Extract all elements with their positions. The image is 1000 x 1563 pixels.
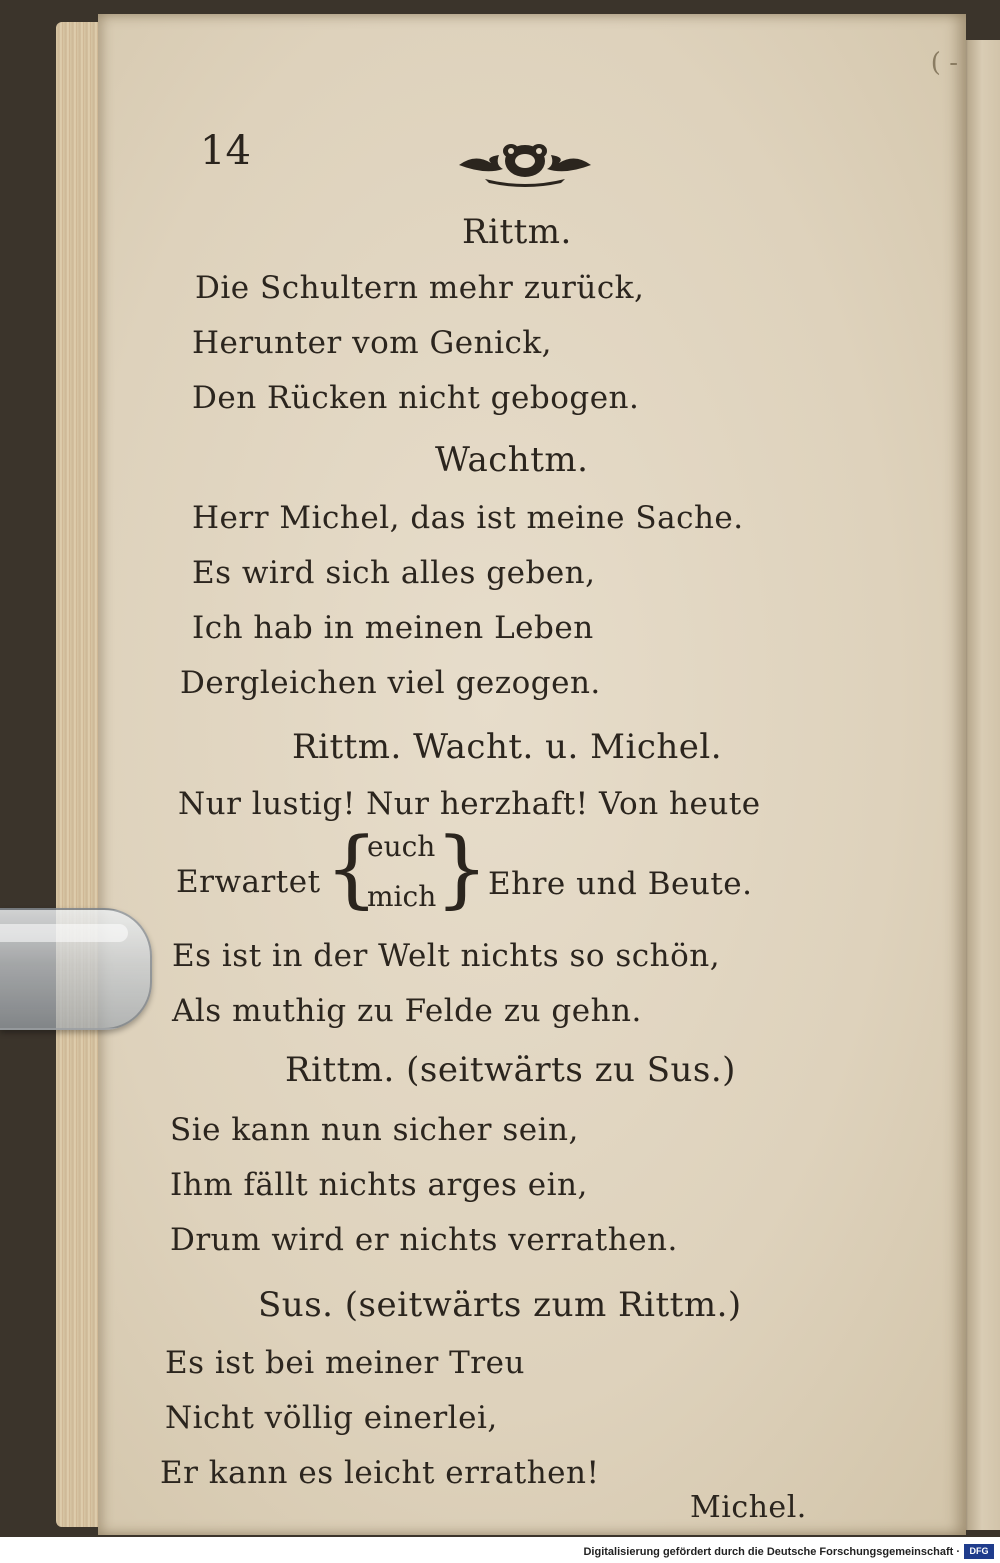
verse-euch: euch xyxy=(367,830,436,863)
next-page-edge xyxy=(962,40,1000,1530)
verse-line: Ihm fällt nichts arges ein, xyxy=(170,1167,588,1203)
verse-erwartet: Erwartet xyxy=(176,864,321,900)
verse-line: Drum wird er nichts verrathen. xyxy=(170,1222,678,1258)
speaker-wachtm: Wachtm. xyxy=(435,440,589,480)
verse-line: Dergleichen viel gezogen. xyxy=(180,665,601,701)
verse-line: Herunter vom Genick, xyxy=(192,325,553,361)
verse-line: Nicht völlig einerlei, xyxy=(165,1400,498,1436)
speaker-rittm-2: Rittm. (seitwärts zu Sus.) xyxy=(285,1050,736,1090)
page-number: 14 xyxy=(200,128,251,174)
verse-line: Nur lustig! Nur herzhaft! Von heute xyxy=(178,786,761,822)
verse-line: Es wird sich alles geben, xyxy=(192,555,596,591)
verse-ehre: Ehre und Beute. xyxy=(488,866,753,902)
speaker-sus: Sus. (seitwärts zum Rittm.) xyxy=(258,1285,742,1325)
catchword: Michel. xyxy=(690,1490,807,1525)
stray-ink-mark: ( - xyxy=(930,48,958,78)
dfg-logo-icon: DFG xyxy=(964,1544,994,1559)
speaker-rittm-1: Rittm. xyxy=(462,212,572,252)
verse-line: Die Schultern mehr zurück, xyxy=(195,270,645,306)
footer-bar xyxy=(0,1537,1000,1563)
verse-line: Herr Michel, das ist meine Sache. xyxy=(192,500,744,536)
left-brace-icon: { xyxy=(325,819,379,917)
verse-line: Den Rücken nicht gebogen. xyxy=(192,380,640,416)
verse-line: Als muthig zu Felde zu gehn. xyxy=(172,993,642,1029)
right-brace-icon: } xyxy=(435,819,489,917)
page-clip-highlight xyxy=(0,924,128,942)
speaker-rittm-wacht-michel: Rittm. Wacht. u. Michel. xyxy=(292,727,723,767)
verse-line: Er kann es leicht errathen! xyxy=(160,1455,600,1491)
footer-credit: Digitalisierung gefördert durch die Deutsche Forschungsgemeinschaft · xyxy=(583,1546,960,1558)
floral-ornament-icon xyxy=(455,135,595,187)
verse-line: Es ist in der Welt nichts so schön, xyxy=(172,938,721,974)
verse-line: Ich hab in meinen Leben xyxy=(192,610,594,646)
verse-mich: mich xyxy=(367,880,437,913)
verse-line: Sie kann nun sicher sein, xyxy=(170,1112,579,1148)
verse-line: Es ist bei meiner Treu xyxy=(165,1345,525,1381)
